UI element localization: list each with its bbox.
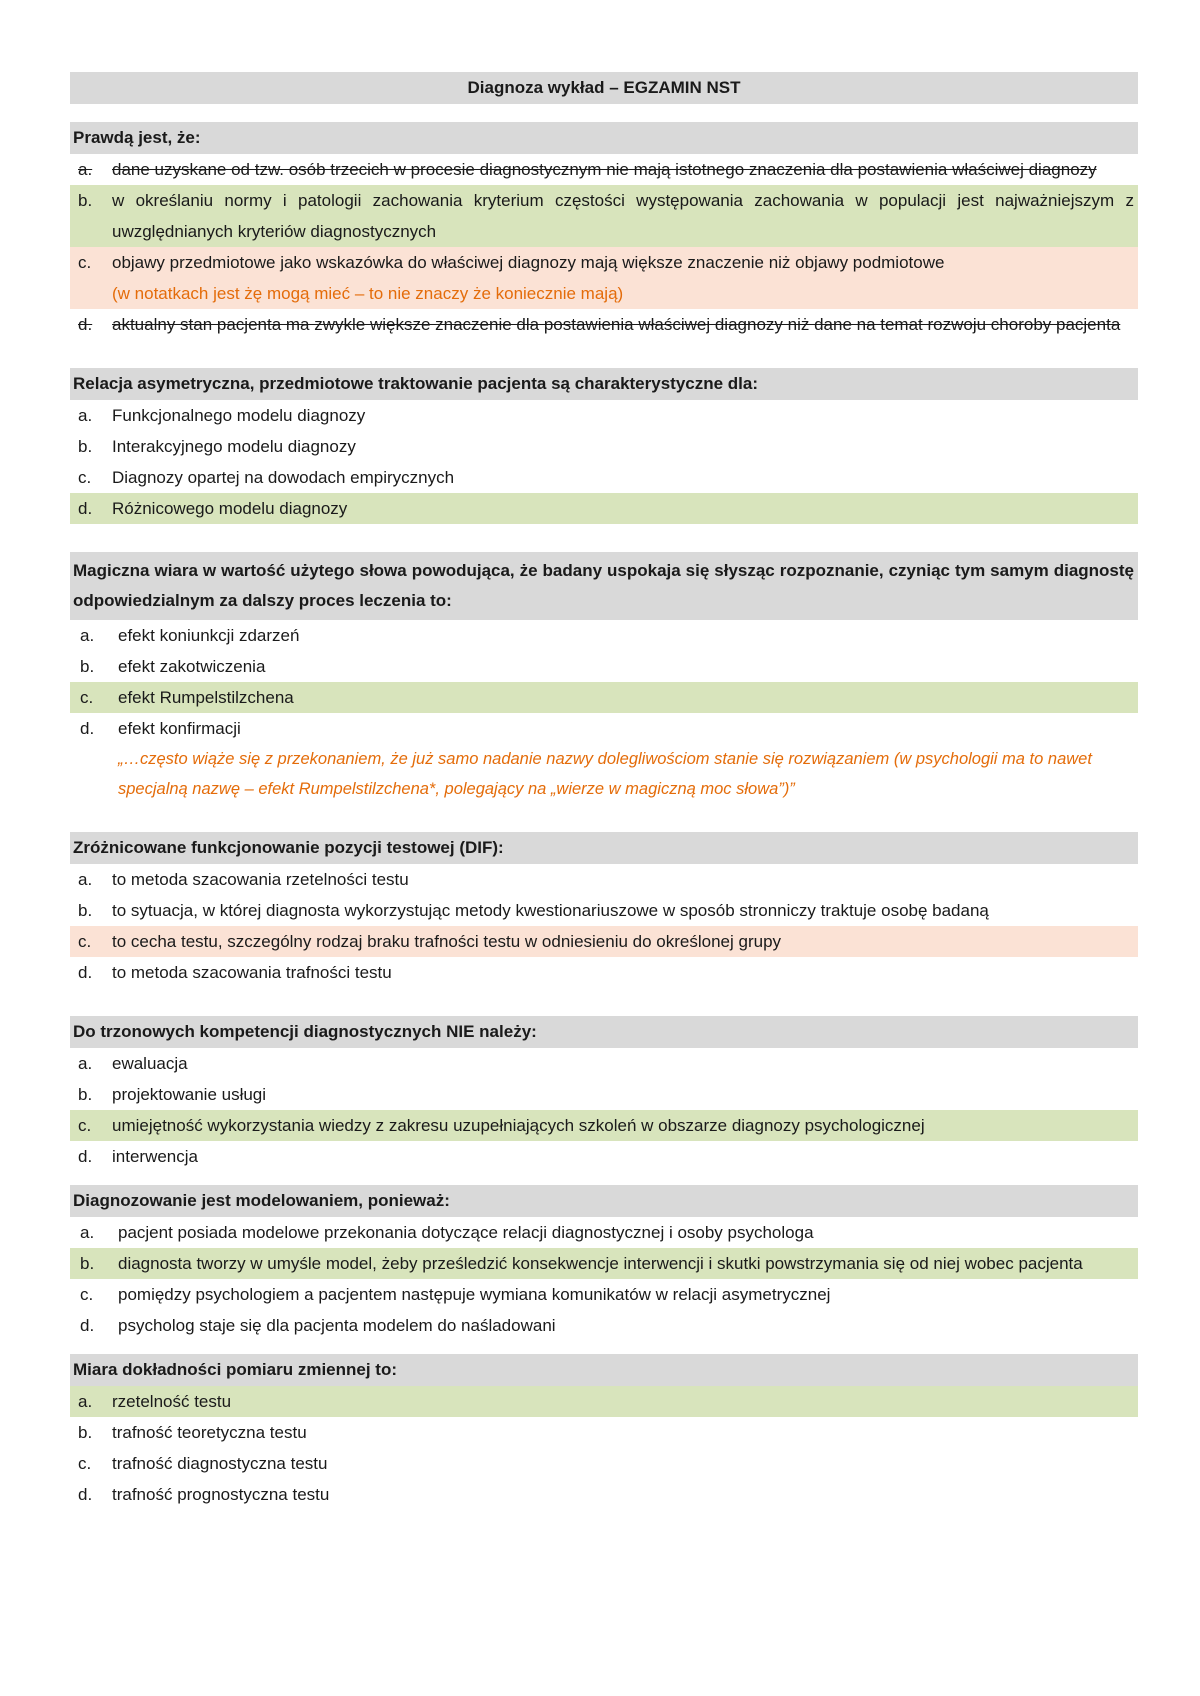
answer-text: umiejętność wykorzystania wiedzy z zakresu uzupełniających szkoleń w obszarze diagnozy psychologicznej	[112, 1116, 925, 1135]
answer-label: d.	[80, 1316, 95, 1335]
answer-label: a.	[78, 160, 93, 179]
answer-label: a.	[78, 1392, 93, 1411]
answer-text: projektowanie usługi	[112, 1085, 267, 1104]
answer-text: efekt zakotwiczenia	[118, 657, 266, 676]
answer-label: d.	[78, 1147, 93, 1166]
answer-label: b.	[78, 1085, 93, 1104]
answer-a	[70, 620, 1138, 651]
answer-text: w określaniu normy i patologii zachowania kryterium częstości występowania zachowania w populacji jest najważniejszym z uwzględnianych kryteriów diagnostycznych	[112, 191, 1134, 241]
answer-b	[70, 185, 1138, 247]
answer-label: c.	[78, 932, 92, 951]
answer-label: a.	[78, 1054, 93, 1073]
answer-a	[70, 400, 1138, 431]
answer-c	[70, 1110, 1138, 1141]
question-2	[70, 368, 1138, 524]
answer-label: c.	[80, 688, 94, 707]
answer-text: diagnosta tworzy w umyśle model, żeby prześledzić konsekwencje interwencji i skutki powstrzymania się od niej wobec pacjenta	[118, 1254, 1083, 1273]
answer-text: to sytuacja, w której diagnosta wykorzystując metody kwestionariuszowe w sposób stronniczy traktuje osobę badaną	[112, 901, 989, 920]
answer-label: a.	[78, 406, 93, 425]
answer-label: b.	[78, 901, 93, 920]
answer-label: a.	[80, 1223, 95, 1242]
answer-b	[70, 651, 1138, 682]
answer-b	[70, 895, 1138, 926]
answer-label: c.	[78, 253, 92, 272]
answer-label: d.	[78, 963, 93, 982]
answer-text: objawy przedmiotowe jako wskazówka do właściwej diagnozy mają większe znaczenie niż objawy podmiotowe	[112, 253, 945, 272]
answer-d	[70, 1479, 1138, 1510]
answer-c	[70, 926, 1138, 957]
answer-text: efekt konfirmacji	[118, 719, 241, 738]
answer-text: to metoda szacowania trafności testu	[112, 963, 392, 982]
answer-text: pacjent posiada modelowe przekonania dotyczące relacji diagnostycznej i osoby psychologa	[118, 1223, 814, 1242]
answer-label: d.	[78, 1485, 93, 1504]
answer-c	[70, 682, 1138, 713]
answer-label: c.	[80, 1285, 94, 1304]
answer-label: c.	[78, 1454, 92, 1473]
answer-label: d.	[80, 719, 95, 738]
answer-d	[70, 957, 1138, 988]
answer-c	[70, 462, 1138, 493]
answer-label: b.	[80, 1254, 95, 1273]
answer-text: to metoda szacowania rzetelności testu	[112, 870, 409, 889]
answer-label: b.	[78, 437, 93, 456]
answer-label: d.	[78, 315, 93, 334]
answer-a	[70, 154, 1138, 185]
answer-text: trafność diagnostyczna testu	[112, 1454, 328, 1473]
question-7	[70, 1354, 1138, 1510]
answer-label: d.	[78, 499, 93, 518]
answer-text: trafność prognostyczna testu	[112, 1485, 330, 1504]
answer-text: interwencja	[112, 1147, 198, 1166]
question-3	[70, 552, 1138, 804]
answer-text: pomiędzy psychologiem a pacjentem następuje wymiana komunikatów w relacji asymetrycznej	[118, 1285, 831, 1304]
answer-text: aktualny stan pacjenta ma zwykle większe znaczenie dla postawienia właściwej diagnozy niż dane na temat rozwoju choroby pacjenta	[112, 315, 1121, 334]
answer-text: trafność teoretyczna testu	[112, 1423, 307, 1442]
question-text: Magiczna wiara w wartość użytego słowa powodująca, że badany uspokaja się słysząc rozpoznanie, czyniąc tym samym diagnostę odpowiedzialnym za dalszy proces leczenia to:	[70, 552, 1138, 620]
question-5	[70, 1016, 1138, 1172]
answer-c	[70, 1279, 1138, 1310]
answer-label: c.	[78, 468, 92, 487]
answer-text: Interakcyjnego modelu diagnozy	[112, 437, 356, 456]
answer-b	[70, 431, 1138, 462]
quote-note: „…często wiąże się z przekonaniem, że już samo nadanie nazwy dolegliwościom stanie się rozwiązaniem (w psychologii ma to nawet specjalną nazwę – efekt Rumpelstilzchena*, polegający na „wierze w magiczną moc słowa”)”	[118, 750, 1092, 798]
answer-d	[70, 713, 1138, 744]
answer-text: efekt koniunkcji zdarzeń	[118, 626, 300, 645]
answer-b	[70, 1079, 1138, 1110]
question-4	[70, 832, 1138, 988]
answer-c	[70, 247, 1138, 309]
answer-c	[70, 1448, 1138, 1479]
answer-note: (w notatkach jest żę mogą mieć – to nie znaczy że koniecznie mają)	[112, 284, 624, 303]
question-text: Relacja asymetryczna, przedmiotowe traktowanie pacjenta są charakterystyczne dla:	[70, 368, 1138, 400]
answer-a	[70, 1048, 1138, 1079]
question-text: Zróżnicowane funkcjonowanie pozycji testowej (DIF):	[70, 832, 1138, 864]
question-text: Diagnozowanie jest modelowaniem, ponieważ:	[70, 1185, 1138, 1217]
answer-label: c.	[78, 1116, 92, 1135]
answer-text: dane uzyskane od tzw. osób trzecich w procesie diagnostycznym nie mają istotnego znaczenia dla postawienia właściwej diagnozy	[112, 160, 1097, 179]
answer-b	[70, 1248, 1138, 1279]
question-text: Miara dokładności pomiaru zmiennej to:	[70, 1354, 1138, 1386]
answer-text-with-note	[112, 247, 1138, 309]
answer-label: a.	[80, 626, 95, 645]
answer-text: to cecha testu, szczególny rodzaj braku trafności testu w odniesieniu do określonej grupy	[112, 932, 782, 951]
question-text: Prawdą jest, że:	[70, 122, 1138, 154]
question-6	[70, 1185, 1138, 1341]
answer-text: Funkcjonalnego modelu diagnozy	[112, 406, 366, 425]
answer-text: Diagnozy opartej na dowodach empirycznych	[112, 468, 455, 487]
answer-d	[70, 493, 1138, 524]
question-text: Do trzonowych kompetencji diagnostycznych NIE należy:	[70, 1016, 1138, 1048]
answer-text: ewaluacja	[112, 1054, 188, 1073]
answer-text: rzetelność testu	[112, 1392, 232, 1411]
answer-label: b.	[78, 191, 93, 210]
answer-a	[70, 1386, 1138, 1417]
answer-text: efekt Rumpelstilzchena	[118, 688, 294, 707]
answer-d	[70, 309, 1138, 340]
answer-a	[70, 1217, 1138, 1248]
document-title: Diagnoza wykład – EGZAMIN NST	[70, 72, 1138, 104]
answer-a	[70, 864, 1138, 895]
question-1	[70, 122, 1138, 340]
answer-text: Różnicowego modelu diagnozy	[112, 499, 348, 518]
answer-d	[70, 1141, 1138, 1172]
answer-label: b.	[78, 1423, 93, 1442]
exam-page	[70, 72, 1138, 1510]
answer-b	[70, 1417, 1138, 1448]
answer-label: a.	[78, 870, 93, 889]
answer-label: b.	[80, 657, 95, 676]
answer-text: psycholog staje się dla pacjenta modelem do naśladowani	[118, 1316, 556, 1335]
answer-d	[70, 1310, 1138, 1341]
